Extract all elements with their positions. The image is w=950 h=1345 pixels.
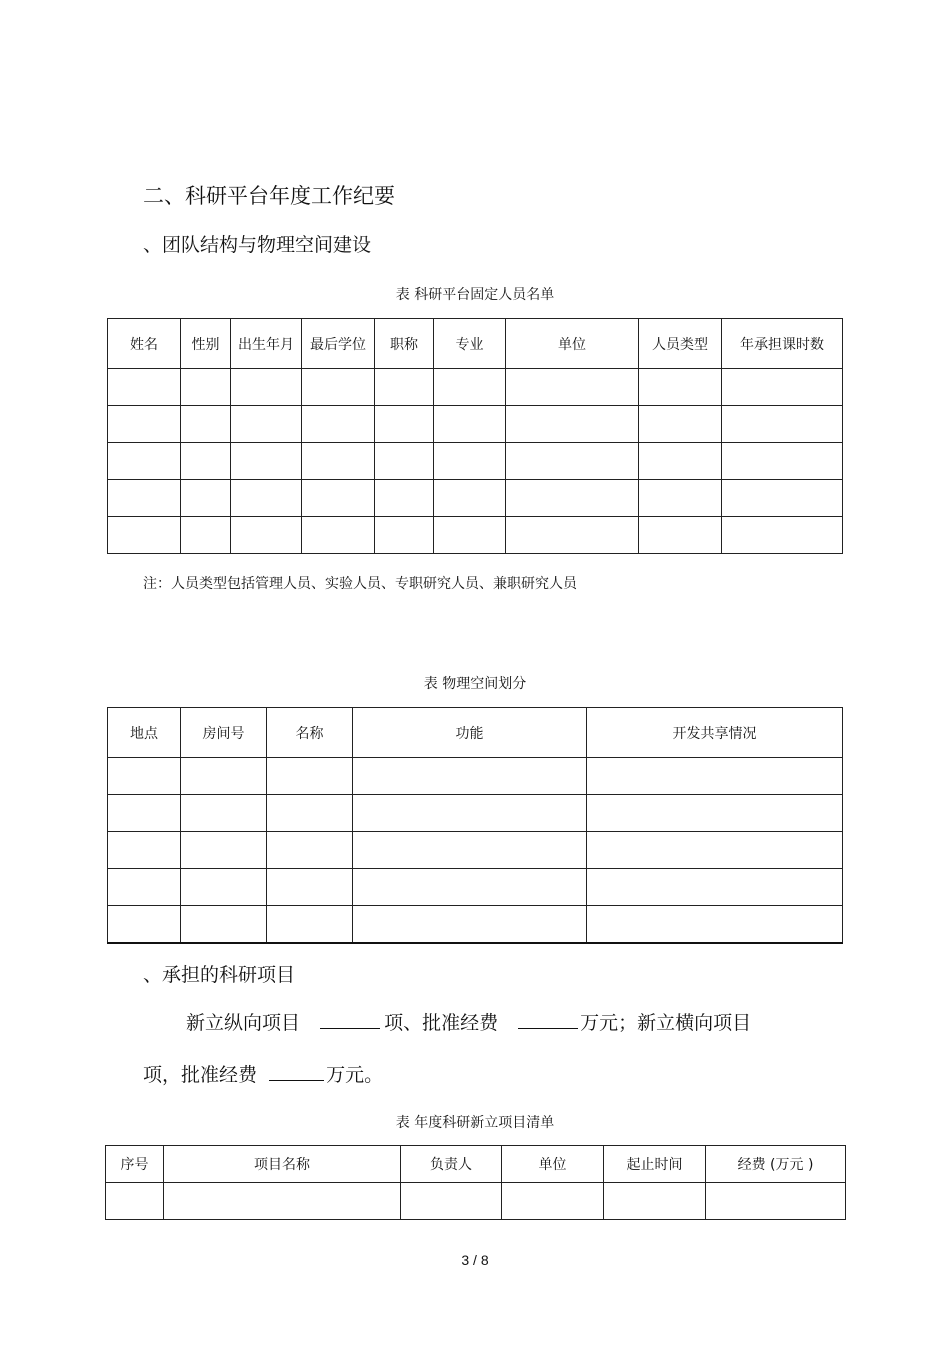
header-cell: 功能 [353,708,587,758]
summary-text: 新立纵向项目 [186,1012,301,1034]
table-row [108,369,843,406]
table-row [108,443,843,480]
header-cell: 负责人 [401,1146,502,1183]
summary-text: 项，批准经费 [143,1064,258,1086]
project-summary-line2 [143,1060,383,1087]
table-row [108,480,843,517]
subsection-title-projects: 、承担的科研项目 [143,964,296,986]
project-summary-line1 [186,1008,751,1035]
blank-field [320,1027,380,1029]
header-cell: 地点 [108,708,181,758]
header-cell: 名称 [267,708,353,758]
summary-text: 万元。 [326,1064,384,1086]
header-cell: 单位 [506,319,639,369]
header-cell: 经费 (万元 ) [706,1146,846,1183]
blank-field [518,1027,578,1029]
table-row [108,795,843,832]
header-cell: 开发共享情况 [587,708,843,758]
header-cell: 姓名 [108,319,181,369]
header-cell: 年承担课时数 [722,319,843,369]
table1-note: 注：人员类型包括管理人员、实验人员、专职研究人员、兼职研究人员 [143,576,577,592]
header-cell: 最后学位 [302,319,375,369]
table-row [108,517,843,554]
header-cell: 职称 [375,319,434,369]
header-cell: 性别 [181,319,231,369]
subsection-title-team: 、团队结构与物理空间建设 [143,234,372,256]
table3-caption: 表 年度科研新立项目清单 [395,1115,555,1131]
summary-text: 万元；新立横向项目 [580,1012,752,1034]
header-cell: 人员类型 [639,319,722,369]
header-cell: 出生年月 [231,319,302,369]
table-header-row [108,708,843,758]
table-row [108,906,843,944]
projects-table [105,1145,846,1220]
page-number: 3 / 8 [461,1252,489,1268]
table-header-row [108,319,843,369]
table1-caption: 表 科研平台固定人员名单 [395,287,555,303]
table-row [106,1183,846,1220]
space-table [107,707,843,944]
staff-table [107,318,843,554]
table-row [108,758,843,795]
header-cell: 起止时间 [604,1146,706,1183]
table-row [108,406,843,443]
section-title: 二、科研平台年度工作纪要 [143,184,395,208]
table-row [108,832,843,869]
table2-caption: 表 物理空间划分 [423,676,527,692]
table-row [108,869,843,906]
summary-text: 项、批准经费 [384,1012,499,1034]
header-cell: 序号 [106,1146,164,1183]
header-cell: 房间号 [181,708,267,758]
header-cell: 专业 [434,319,506,369]
header-cell: 项目名称 [164,1146,401,1183]
header-cell: 单位 [502,1146,604,1183]
table-header-row [106,1146,846,1183]
blank-field [269,1079,324,1081]
